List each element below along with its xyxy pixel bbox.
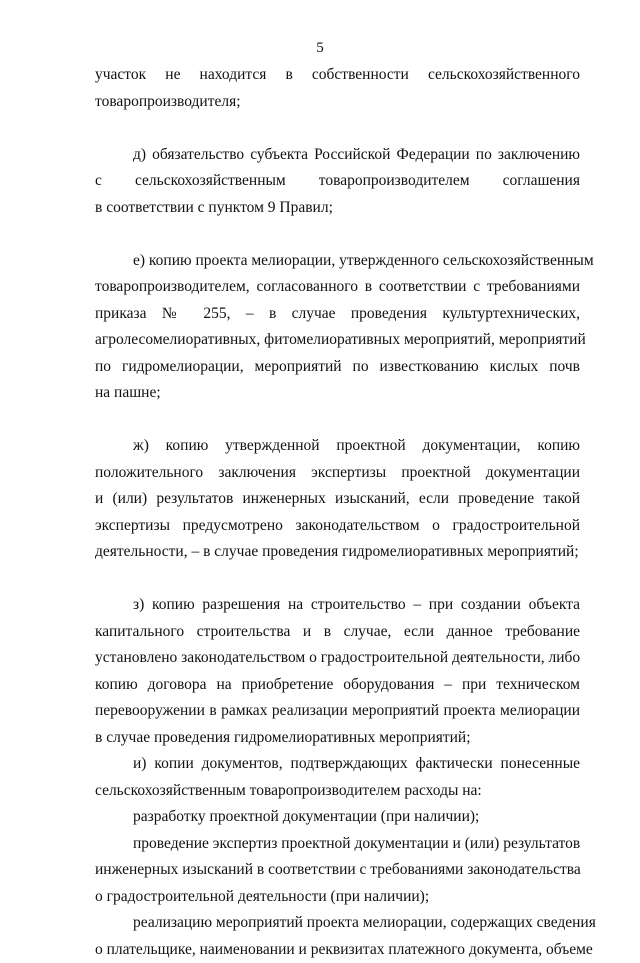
text-line: товаропроизводителя; [95, 89, 580, 116]
text-line: з) копию разрешения на строительство – при создании объекта [95, 592, 580, 619]
text-line: перевооружении в рамках реализации мероприятий проекта мелиорации [95, 698, 580, 725]
text-line: е) копию проекта мелиорации, утвержденного сельскохозяйственным [95, 248, 580, 275]
text-line: и) копии документов, подтверждающих фактически понесенные [95, 751, 580, 778]
paragraph-item-i [95, 751, 580, 804]
paragraph-item-d [95, 142, 580, 222]
text-line: д) обязательство субъекта Российской Федерации по заключению [95, 142, 580, 169]
text-line: участок не находится в собственности сельскохозяйственного [95, 62, 580, 89]
paragraph-item-e [95, 248, 580, 407]
text-line: капитального строительства и в случае, если данное требование [95, 619, 580, 646]
text-line: сельскохозяйственным товаропроизводителем расходы на: [95, 778, 580, 805]
text-line: копию договора на приобретение оборудования – при техническом [95, 672, 580, 699]
text-line: о плательщике, наименовании и реквизитах платежного документа, объеме [95, 937, 580, 963]
paragraph-item-i-sub-1 [95, 804, 580, 831]
text-line: ж) копию утвержденной проектной документации, копию [95, 433, 580, 460]
text-line: товаропроизводителем, согласованного в соответствии с требованиями [95, 274, 580, 301]
text-line: установлено законодательством о градостроительной деятельности, либо [95, 645, 580, 672]
text-line: проведение экспертиз проектной документации и (или) результатов [95, 831, 580, 858]
text-line: положительного заключения экспертизы проектной документации [95, 460, 580, 487]
text-line: приказа № 255, – в случае проведения культуртехнических, [95, 301, 580, 328]
paragraph-item-i-sub-3 [95, 910, 580, 963]
text-line: деятельности, – в случае проведения гидромелиоративных мероприятий; [95, 539, 580, 566]
text-line: о градостроительной деятельности (при наличии); [95, 884, 580, 911]
text-line: разработку проектной документации (при наличии); [95, 804, 580, 831]
text-line: инженерных изысканий в соответствии с требованиями законодательства [95, 857, 580, 884]
paragraph-item-zh [95, 433, 580, 566]
text-line: в соответствии с пунктом 9 Правил; [95, 195, 580, 222]
paragraph-item-i-sub-2 [95, 831, 580, 911]
paragraph-item-z [95, 592, 580, 751]
text-line: реализацию мероприятий проекта мелиорации, содержащих сведения [95, 910, 580, 937]
text-line: агролесомелиоративных, фитомелиоративных мероприятий, мероприятий [95, 327, 580, 354]
text-line: по гидромелиорации, мероприятий по известкованию кислых почв [95, 354, 580, 381]
paragraph-continuation [95, 62, 580, 115]
text-line: на пашне; [95, 380, 580, 407]
document-body [95, 62, 580, 963]
text-line: и (или) результатов инженерных изысканий, если проведение такой [95, 486, 580, 513]
text-line: экспертизы предусмотрено законодательством о градостроительной [95, 513, 580, 540]
text-line: в случае проведения гидромелиоративных мероприятий; [95, 725, 580, 752]
text-line: с сельскохозяйственным товаропроизводителем соглашения [95, 168, 580, 195]
page-number: 5 [0, 40, 640, 57]
